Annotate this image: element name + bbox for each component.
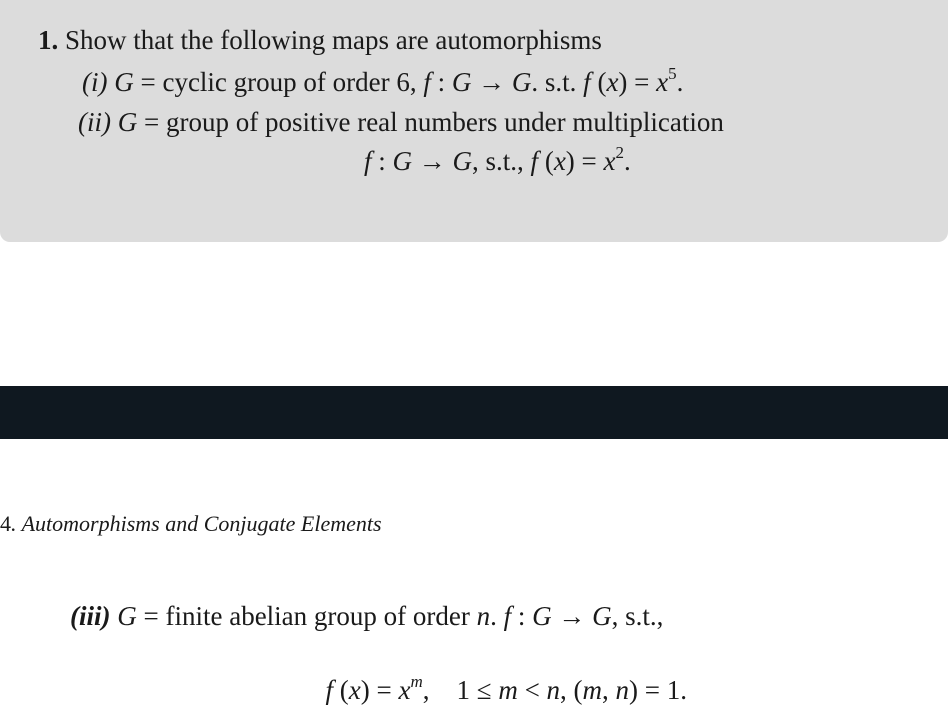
item-iii-f: f: [503, 601, 512, 631]
item-i-paren: (: [590, 67, 607, 97]
item-iii-bound: , 1 ≤: [422, 675, 499, 705]
item-ii-G2: G: [452, 146, 473, 176]
item-i-fx: f: [583, 67, 591, 97]
section-number: 4: [0, 511, 11, 536]
item-ii-f: f: [364, 146, 372, 176]
item-i-arrow: →: [471, 67, 512, 97]
item-iii-text: = finite abelian group of order: [136, 601, 477, 631]
top-screenshot-panel: [0, 0, 948, 242]
item-ii-colon: :: [371, 146, 393, 176]
item-iii-arrow: →: [551, 601, 593, 631]
item-i-exponent: 5: [668, 64, 677, 83]
item-ii-text: = group of positive real numbers under multiplication: [137, 107, 724, 137]
item-i-G2: G: [511, 67, 532, 97]
problem-number: 1.: [38, 25, 59, 55]
item-iii-label: (iii): [70, 601, 111, 631]
item-i-line: [82, 66, 683, 98]
item-i-f: f: [423, 67, 431, 97]
item-i-colon: :: [430, 67, 452, 97]
item-iii-exponent: m: [410, 672, 423, 691]
item-iii-m: m: [498, 675, 518, 705]
item-ii-arrow: →: [412, 146, 453, 176]
item-ii-end: .: [624, 146, 631, 176]
item-ii-exponent: 2: [615, 143, 624, 162]
item-iii-line: [70, 600, 663, 632]
item-iii-x: x: [348, 675, 361, 705]
item-ii-line: [78, 106, 724, 138]
item-i-G: G: [114, 67, 134, 97]
item-i-st: . s.t.: [531, 67, 584, 97]
item-iii-eq: ) =: [360, 675, 399, 705]
item-i-eq: ) =: [618, 67, 657, 97]
item-iii-lt: <: [517, 675, 547, 705]
item-iii-fx: f: [325, 675, 334, 705]
item-iii-n2: n: [546, 675, 561, 705]
item-iii-n: n: [476, 601, 491, 631]
item-ii-paren: (: [538, 146, 554, 176]
item-iii-G2: G: [592, 601, 612, 631]
item-iii-gcd-close: ) = 1.: [629, 675, 688, 705]
item-ii-st: , s.t.,: [472, 146, 531, 176]
problem-statement-line: [38, 24, 602, 56]
item-i-G1: G: [451, 67, 472, 97]
item-ii-x2: x: [603, 146, 616, 176]
item-i-x: x: [606, 67, 619, 97]
item-iii-G: G: [117, 601, 137, 631]
item-iii-map-line: [312, 642, 687, 706]
dark-divider-band: [0, 386, 948, 439]
item-iii-paren: (: [333, 675, 349, 705]
item-iii-n3: n: [615, 675, 630, 705]
item-ii-x: x: [553, 146, 566, 176]
item-ii-G: G: [117, 107, 138, 137]
item-iii-x2: x: [398, 675, 411, 705]
item-i-label: (i): [82, 67, 108, 97]
item-i-x2: x: [656, 67, 669, 97]
item-iii-st: , s.t.,: [611, 601, 664, 631]
item-i-text: = cyclic group of order 6,: [133, 67, 424, 97]
item-ii-map-line: [364, 145, 631, 177]
problem-statement: Show that the following maps are automorphisms: [65, 25, 602, 55]
section-title: . Automorphisms and Conjugate Elements: [11, 511, 382, 536]
item-iii-m2: m: [582, 675, 603, 705]
item-i-end: .: [676, 67, 684, 97]
item-iii-colon: :: [511, 601, 533, 631]
item-ii-fx: f: [530, 146, 539, 176]
item-iii-dot: .: [490, 601, 504, 631]
item-iii-G1: G: [532, 601, 552, 631]
item-ii-label: (ii): [78, 107, 111, 137]
item-ii-G1: G: [392, 146, 413, 176]
item-iii-comma: ,: [602, 675, 616, 705]
item-ii-eq: ) =: [565, 146, 604, 176]
section-header: [0, 510, 382, 538]
item-iii-gcd-open: , (: [560, 675, 583, 705]
